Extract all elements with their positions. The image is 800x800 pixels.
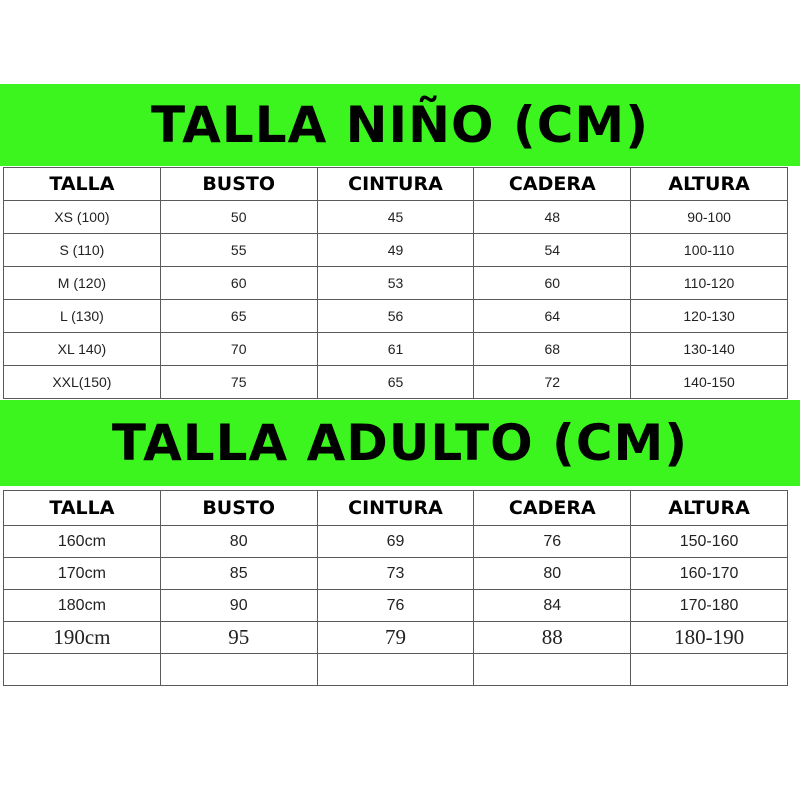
header-busto: BUSTO [160,168,317,201]
table-row [4,366,788,399]
cell-busto: 75 [160,366,317,399]
header-busto: BUSTO [160,491,317,526]
cell-altura: 160-170 [631,558,788,590]
table-row [4,267,788,300]
table-row [4,526,788,558]
cell-altura: 110-120 [631,267,788,300]
cell-altura: 180-190 [631,622,788,654]
table-row [4,590,788,622]
cell-altura [631,654,788,686]
cell-busto: 70 [160,333,317,366]
cell-cintura: 69 [317,526,474,558]
cell-altura: 140-150 [631,366,788,399]
table-row [4,622,788,654]
kids-size-table [3,167,788,399]
cell-cadera: 60 [474,267,631,300]
cell-altura: 90-100 [631,201,788,234]
cell-busto: 95 [160,622,317,654]
cell-altura: 130-140 [631,333,788,366]
cell-busto: 60 [160,267,317,300]
header-cadera: CADERA [474,168,631,201]
cell-altura: 120-130 [631,300,788,333]
adult-size-banner [0,400,800,486]
cell-talla: 160cm [4,526,161,558]
header-talla: TALLA [4,491,161,526]
cell-busto: 55 [160,234,317,267]
header-cintura: CINTURA [317,491,474,526]
kids-size-banner [0,84,800,166]
table-row [4,300,788,333]
cell-talla: 170cm [4,558,161,590]
cell-cadera: 84 [474,590,631,622]
cell-busto: 80 [160,526,317,558]
header-cadera: CADERA [474,491,631,526]
cell-talla: L (130) [4,300,161,333]
adult-size-title: TALLA ADULTO (CM) [111,414,689,472]
cell-cintura: 45 [317,201,474,234]
cell-cintura: 49 [317,234,474,267]
cell-altura: 170-180 [631,590,788,622]
cell-cintura: 73 [317,558,474,590]
cell-cintura: 79 [317,622,474,654]
cell-cintura: 61 [317,333,474,366]
cell-altura: 150-160 [631,526,788,558]
table-row [4,333,788,366]
cell-cintura: 65 [317,366,474,399]
cell-cadera: 54 [474,234,631,267]
cell-busto: 65 [160,300,317,333]
table-row [4,654,788,686]
cell-cadera: 68 [474,333,631,366]
cell-cintura [317,654,474,686]
cell-cadera: 48 [474,201,631,234]
cell-talla: S (110) [4,234,161,267]
cell-cadera: 88 [474,622,631,654]
table-row [4,558,788,590]
header-cintura: CINTURA [317,168,474,201]
cell-busto: 90 [160,590,317,622]
cell-cadera: 76 [474,526,631,558]
cell-talla: XXL(150) [4,366,161,399]
table-header-row [4,168,788,201]
cell-talla: 190cm [4,622,161,654]
cell-cintura: 56 [317,300,474,333]
cell-busto: 85 [160,558,317,590]
header-altura: ALTURA [631,491,788,526]
cell-cadera: 80 [474,558,631,590]
kids-size-title: TALLA NIÑO (CM) [150,96,650,154]
table-row [4,201,788,234]
header-talla: TALLA [4,168,161,201]
cell-cadera: 64 [474,300,631,333]
adult-size-table [3,490,788,686]
cell-talla: XL 140) [4,333,161,366]
cell-cintura: 53 [317,267,474,300]
cell-busto: 50 [160,201,317,234]
header-altura: ALTURA [631,168,788,201]
table-header-row [4,491,788,526]
cell-talla: M (120) [4,267,161,300]
cell-talla [4,654,161,686]
table-row [4,234,788,267]
cell-talla: 180cm [4,590,161,622]
cell-busto [160,654,317,686]
cell-cintura: 76 [317,590,474,622]
cell-talla: XS (100) [4,201,161,234]
cell-cadera: 72 [474,366,631,399]
cell-altura: 100-110 [631,234,788,267]
cell-cadera [474,654,631,686]
